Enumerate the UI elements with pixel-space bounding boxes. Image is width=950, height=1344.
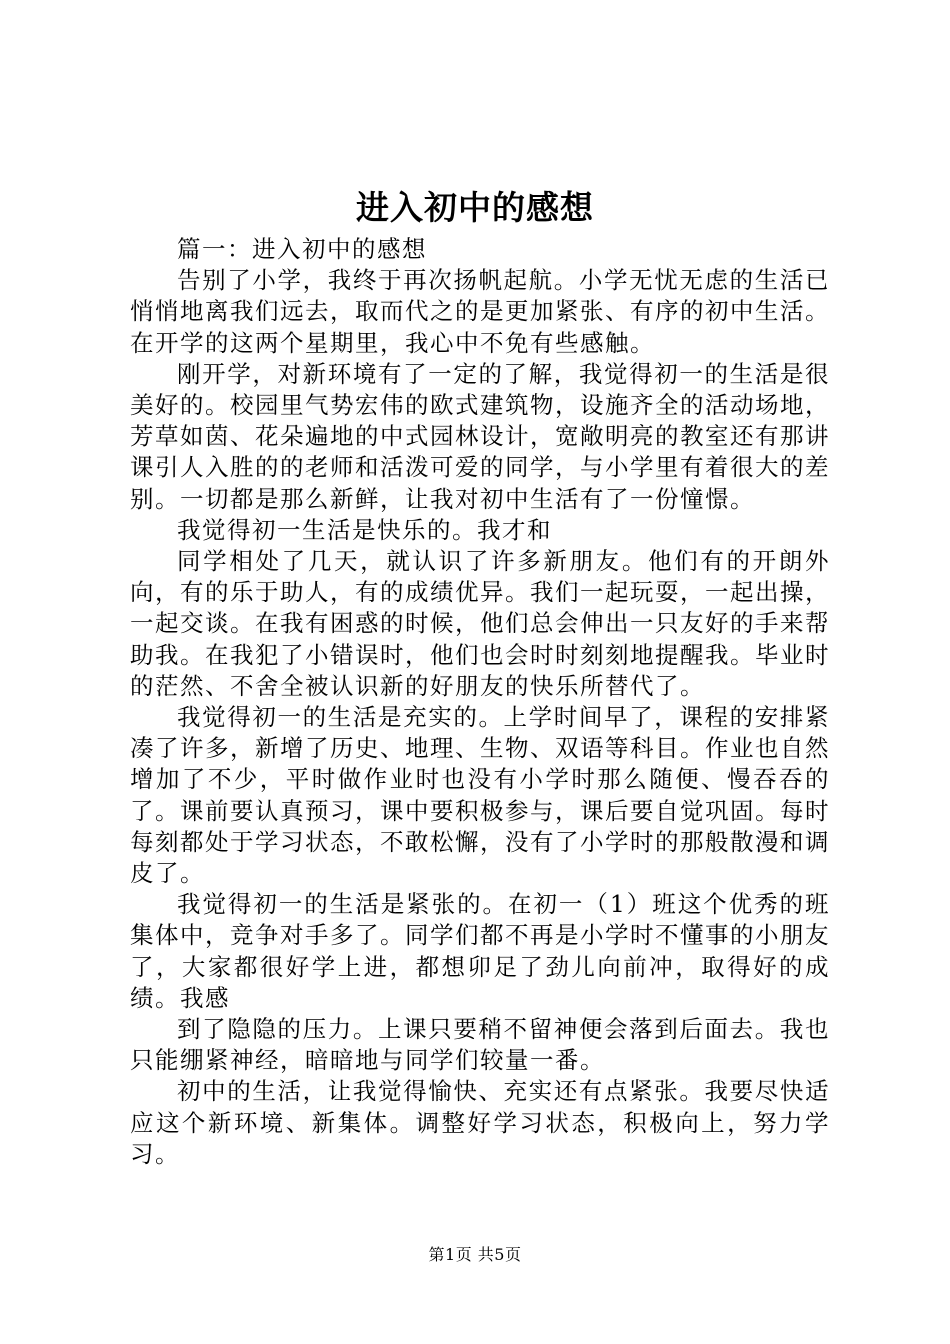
document-body — [130, 234, 830, 1170]
page-number-footer: 第1页 共5页 — [428, 1245, 522, 1264]
section-heading: 篇一：进入初中的感想 — [177, 235, 427, 263]
paragraph: 到了隐隐的压力。上课只要稍不留神便会落到后面去。我也只能绷紧神经，暗暗地与同学们较量一番。 — [130, 1015, 830, 1075]
paragraph: 初中的生活，让我觉得愉快、充实还有点紧张。我要尽快适应这个新环境、新集体。调整好学习状态，积极向上，努力学习。 — [130, 1077, 830, 1168]
paragraph: 我觉得初一的生活是充实的。上学时间早了，课程的安排紧凑了许多，新增了历史、地理、生物、双语等科目。作业也自然增加了不少，平时做作业时也没有小学时那么随便、慢吞吞的了。课前要认真预习，课中要积极参与，课后要自觉巩固。每时每刻都处于学习状态，不敢松懈，没有了小学时的那般散漫和调皮了。 — [130, 703, 830, 888]
paragraph: 我觉得初一生活是快乐的。我才和 — [177, 515, 552, 544]
paragraph: 同学相处了几天，就认识了许多新朋友。他们有的开朗外向，有的乐于助人，有的成绩优异。我们一起玩耍，一起出操，一起交谈。在我有困惑的时候，他们总会伸出一只友好的手来帮助我。在我犯了小错误时，他们也会时时刻刻地提醒我。毕业时的茫然、不舍全被认识新的好朋友的快乐所替代了。 — [130, 547, 830, 700]
paragraph: 告别了小学，我终于再次扬帆起航。小学无忧无虑的生活已悄悄地离我们远去，取而代之的是更加紧张、有序的初中生活。在开学的这两个星期里，我心中不免有些感触。 — [130, 266, 830, 357]
paragraph: 刚开学，对新环境有了一定的了解，我觉得初一的生活是很美好的。校园里气势宏伟的欧式建筑物，设施齐全的活动场地，芳草如茵、花朵遍地的中式园林设计，宽敞明亮的教室还有那讲课引人入胜的的老师和活泼可爱的同学，与小学里有着很大的差别。一切都是那么新鲜，让我对初中生活有了一份憧憬。 — [130, 359, 830, 513]
paragraph: 我觉得初一的生活是紧张的。在初一（1）班这个优秀的班集体中，竞争对手多了。同学们都不再是小学时不懂事的小朋友了，大家都很好学上进，都想卯足了劲儿向前冲，取得好的成绩。我感 — [130, 890, 830, 1012]
document-title: 进入初中的感想 — [356, 188, 594, 227]
